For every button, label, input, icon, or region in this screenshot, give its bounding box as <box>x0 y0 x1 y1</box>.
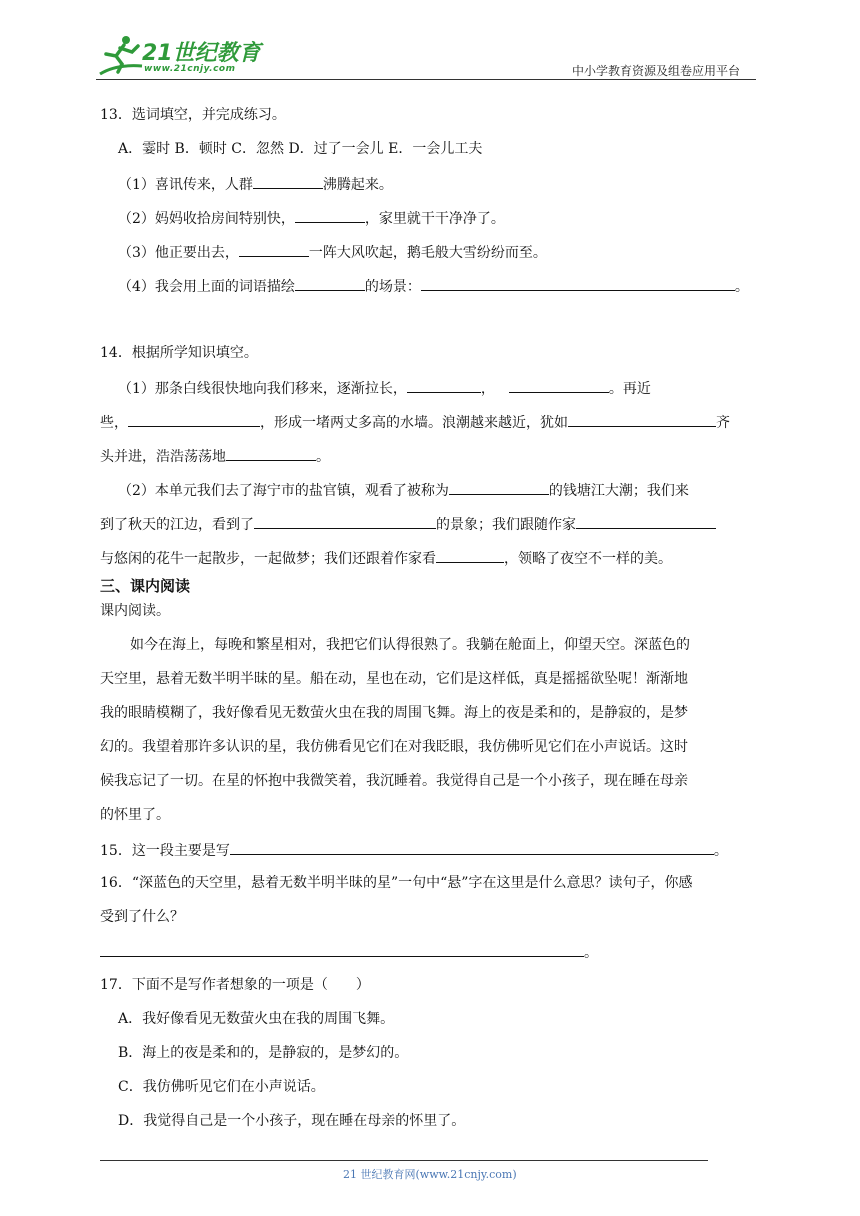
footer-text[interactable]: 21 世纪教育网(www.21cnjy.com) <box>343 1168 517 1181</box>
logo-url-text: www.21cnjy.com <box>144 64 236 74</box>
q17-option-a[interactable]: A．我好像看见无数萤火虫在我的周围飞舞。 <box>118 1011 395 1027</box>
answer-blank[interactable] <box>576 514 716 529</box>
q14-text: 齐 <box>716 415 730 431</box>
q14-text: 。再近 <box>608 381 651 397</box>
answer-blank[interactable] <box>295 276 365 291</box>
q16-answer-line <box>100 942 598 962</box>
q16-line1: 16．“深蓝色的天空里，悬着无数半明半昧的星”一句中“悬”字在这里是什么意思？读句子，你感 <box>100 875 693 891</box>
section-subtitle: 课内阅读。 <box>100 603 170 619</box>
passage-line: 的怀里了。 <box>100 807 170 823</box>
answer-blank[interactable] <box>436 548 504 563</box>
q13-stem: 13．选词填空，并完成练习。 <box>100 107 286 123</box>
q14-p1-line1 <box>118 378 651 398</box>
q14-p1-line3 <box>100 446 330 466</box>
q13-s4-text-a: （4）我会用上面的词语描绘 <box>118 279 295 295</box>
q14-text: （1）那条白线很快地向我们移来，逐渐拉长， <box>118 381 407 397</box>
q17-option-d[interactable]: D．我觉得自己是一个小孩子，现在睡在母亲的怀里了。 <box>118 1113 466 1129</box>
q14-text: 头并进，浩浩荡荡地 <box>100 449 226 465</box>
q13-s2-text-b: ，家里就干干净净了。 <box>364 211 505 227</box>
q14-p2-line1 <box>118 480 689 500</box>
logo-main-text: 21世纪教育 <box>142 41 261 66</box>
q13-s3-text-b: 一阵大风吹起，鹅毛般大雪纷纷而至。 <box>308 245 547 261</box>
q14-text: （2）本单元我们去了海宁市的盐官镇，观看了被称为 <box>118 483 449 499</box>
q14-text: ，领略了夜空不一样的美。 <box>504 551 672 567</box>
answer-blank[interactable] <box>253 174 323 189</box>
q14-p1-line2 <box>100 412 730 432</box>
q13-s2-text-a: （2）妈妈收拾房间特别快， <box>118 211 295 227</box>
answer-blank[interactable] <box>421 276 735 291</box>
answer-blank[interactable] <box>295 208 365 223</box>
answer-blank[interactable] <box>226 446 316 461</box>
header-divider <box>96 79 756 80</box>
answer-blank[interactable] <box>568 412 716 427</box>
section-title: 三、课内阅读 <box>100 577 191 595</box>
passage-line: 我的眼睛模糊了，我好像看见无数萤火虫在我的周围飞舞。海上的夜是柔和的，是静寂的，是梦 <box>100 705 688 721</box>
question-15 <box>100 840 728 860</box>
q15-end: 。 <box>713 843 728 859</box>
answer-blank[interactable] <box>254 514 436 529</box>
q13-s4-text-b: 的场景： <box>364 279 421 295</box>
q13-options: A．霎时 B．顿时 C．忽然 D．过了一会儿 E．一会儿工夫 <box>118 141 483 157</box>
q13-sentence-3 <box>118 242 547 262</box>
answer-blank[interactable] <box>239 242 309 257</box>
q13-s1-text-a: （1）喜讯传来，人群 <box>118 177 253 193</box>
q17-stem: 17．下面不是写作者想象的一项是（ ） <box>100 977 370 993</box>
q14-p2-line2 <box>100 514 716 534</box>
q13-s3-text-a: （3）他正要出去， <box>118 245 239 261</box>
passage-line: 如今在海上，每晚和繁星相对，我把它们认得很熟了。我躺在舱面上，仰望天空。深蓝色的 <box>130 637 690 653</box>
q14-text: 到了秋天的江边，看到了 <box>100 517 254 533</box>
q16-line2: 受到了什么？ <box>100 909 184 925</box>
q14-text: ， <box>480 381 495 397</box>
q14-text: 的景象；我们跟随作家 <box>436 517 576 533</box>
q14-text: 的钱塘江大潮；我们来 <box>548 483 689 499</box>
q13-sentence-4 <box>118 276 749 296</box>
answer-blank[interactable] <box>407 378 481 393</box>
platform-title: 中小学教育资源及组卷应用平台 <box>572 64 741 78</box>
q17-option-c[interactable]: C．我仿佛听见它们在小声说话。 <box>118 1079 325 1095</box>
q17-option-b[interactable]: B．海上的夜是柔和的，是静寂的，是梦幻的。 <box>118 1045 409 1061</box>
answer-blank[interactable] <box>128 412 260 427</box>
passage-line: 幻的。我望着那许多认识的星，我仿佛看见它们在对我眨眼，我仿佛听见它们在小声说话。这时 <box>100 739 688 755</box>
q14-stem: 14．根据所学知识填空。 <box>100 345 258 361</box>
runner-logo-icon <box>96 34 146 78</box>
q13-sentence-1 <box>118 174 393 194</box>
passage-line: 候我忘记了一切。在星的怀抱中我微笑着，我沉睡着。我觉得自己是一个小孩子，现在睡在母亲 <box>100 773 688 789</box>
q14-text: 。 <box>316 449 330 465</box>
q13-sentence-2 <box>118 208 505 228</box>
q14-p2-line3 <box>100 548 672 568</box>
q14-text: 些， <box>100 415 128 431</box>
footer-divider <box>100 1160 708 1161</box>
answer-blank[interactable] <box>230 840 714 855</box>
q13-s1-text-b: 沸腾起来。 <box>322 177 393 193</box>
logo <box>96 34 261 80</box>
q16-end: 。 <box>584 945 598 961</box>
q13-s4-text-c: 。 <box>734 279 749 295</box>
answer-blank[interactable] <box>509 378 609 393</box>
q15-stem: 15．这一段主要是写 <box>100 843 230 859</box>
answer-blank[interactable] <box>449 480 549 495</box>
q14-text: ，形成一堵两丈多高的水墙。浪潮越来越近，犹如 <box>260 415 568 431</box>
passage-line: 天空里，悬着无数半明半昧的星。船在动，星也在动，它们是这样低，真是摇摇欲坠呢！渐渐地 <box>100 671 688 687</box>
answer-blank[interactable] <box>100 942 584 957</box>
q14-text: 与悠闲的花牛一起散步，一起做梦；我们还跟着作家看 <box>100 551 436 567</box>
